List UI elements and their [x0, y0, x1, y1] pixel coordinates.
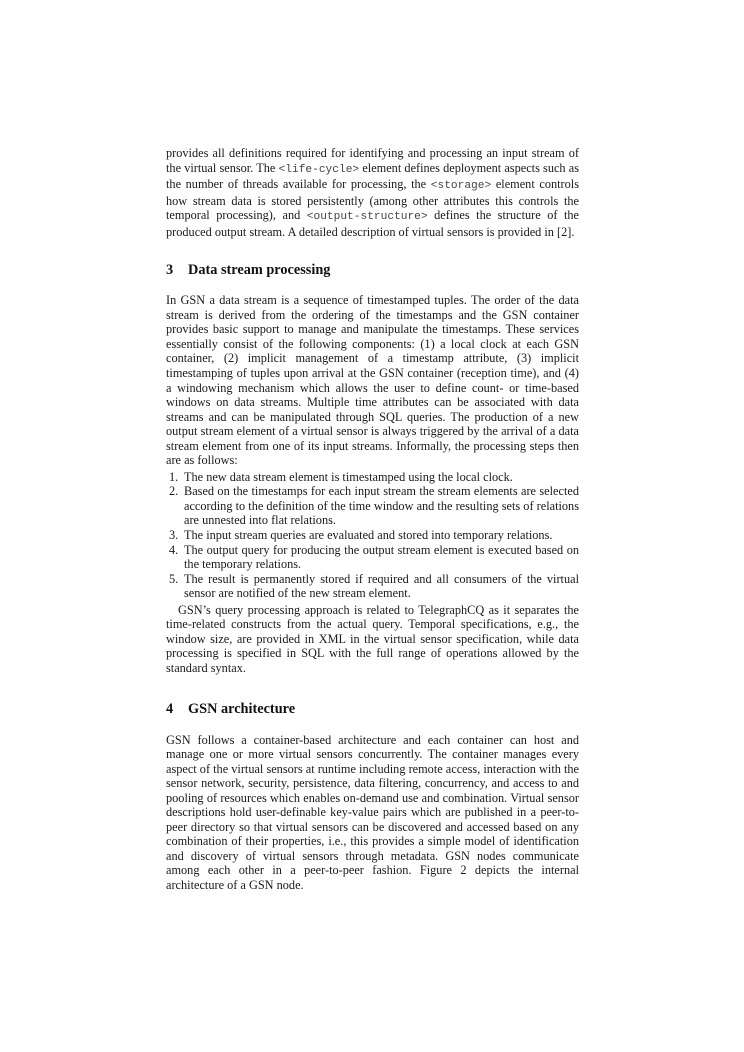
- list-item: [166, 470, 579, 485]
- life-cycle-code: <life-cycle>: [278, 163, 360, 176]
- storage-code: <storage>: [430, 180, 492, 193]
- intro-paragraph: [166, 146, 579, 239]
- section-3-heading: [166, 261, 579, 279]
- section-number: 3: [166, 262, 174, 279]
- list-number: 1.: [169, 469, 179, 484]
- list-item: [166, 528, 579, 543]
- list-text: The new data stream element is timestamped using the local clock.: [184, 469, 513, 484]
- list-number: 3.: [169, 528, 179, 543]
- section-3-paragraph-2: GSN’s query processing approach is related to TelegraphCQ as it separates the time-related constructs from the actual query. Temporal specifications, e.g., the window size, are provided in XML in the virtual sensor specification, while data processing is specified in SQL with the full range of operations allowed by the standard syntax.: [166, 602, 579, 675]
- list-item: [166, 484, 579, 528]
- paper-page: [166, 146, 579, 893]
- section-4-paragraph-1: GSN follows a container-based architecture and each container can host and manage one or more virtual sensors concurrently. The container manages every aspect of the virtual sensors at runtime including remote access, interaction with the sensor network, security, persistence, data filtering, concurrency, and access to and pooling of resources which enables on-demand use and combination. Virtual sensor descriptions hold user-definable key-value pairs which are published in a peer-to-peer directory so that virtual sensors can be discovered and accessed based on any combination of their properties, i.e., this provides a simple model of identification and discovery of virtual sensors through metadata. GSN nodes communicate among each other in a peer-to-peer fashion. Figure 2 depicts the internal architecture of a GSN node.: [166, 732, 579, 892]
- intro-text-4: defines the structure of the produced output stream. A detailed description of virtual sensors is provided in [2].: [166, 208, 579, 239]
- list-text: Based on the timestamps for each input stream the stream elements are selected according to the definition of the time window and the resulting sets of relations are unnested into flat relations.: [184, 484, 579, 528]
- list-number: 2.: [169, 484, 179, 499]
- list-text: The input stream queries are evaluated and stored into temporary relations.: [184, 528, 553, 543]
- section-3-paragraph-1: In GSN a data stream is a sequence of timestamped tuples. The order of the data stream is derived from the ordering of the timestamps and the GSN container provides basic support to manage and manipulate the timestamps. These services essentially consist of the following components: (1) a local clock at each GSN container, (2) implicit management of a timestamp attribute, (3) implicit timestamping of tuples upon arrival at the GSN container (reception time), and (4) a windowing mechanism which allows the user to define count- or time-based windows on data streams. Multiple time attributes can be associated with data streams and can be manipulated through SQL queries. The production of a new output stream element of a virtual sensor is always triggered by the arrival of a data stream element from one of its input streams. Informally, the processing steps then are as follows:: [166, 293, 579, 468]
- output-structure-code: <output-structure>: [306, 211, 428, 224]
- intro-text-3: element controls how stream data is stored persistently (among other attributes this controls the temporal processing), and: [166, 177, 579, 223]
- list-text: The output query for producing the output stream element is executed based on the temporary relations.: [184, 542, 579, 572]
- processing-steps-list: [166, 470, 579, 601]
- list-text: The result is permanently stored if required and all consumers of the virtual sensor are notified of the new stream element.: [184, 571, 579, 601]
- list-item: [166, 572, 579, 601]
- list-item: [166, 543, 579, 572]
- section-number: 4: [166, 700, 174, 717]
- section-title: GSN architecture: [188, 700, 296, 717]
- intro-text-2: element defines deployment aspects such as the number of threads available for processing, the: [166, 160, 579, 192]
- intro-text-1: provides all definitions required for identifying and processing an input stream of the virtual sensor. The: [166, 146, 579, 175]
- section-4-heading: [166, 700, 579, 718]
- list-number: 5.: [169, 571, 179, 586]
- list-number: 4.: [169, 542, 179, 557]
- section-title: Data stream processing: [188, 262, 331, 279]
